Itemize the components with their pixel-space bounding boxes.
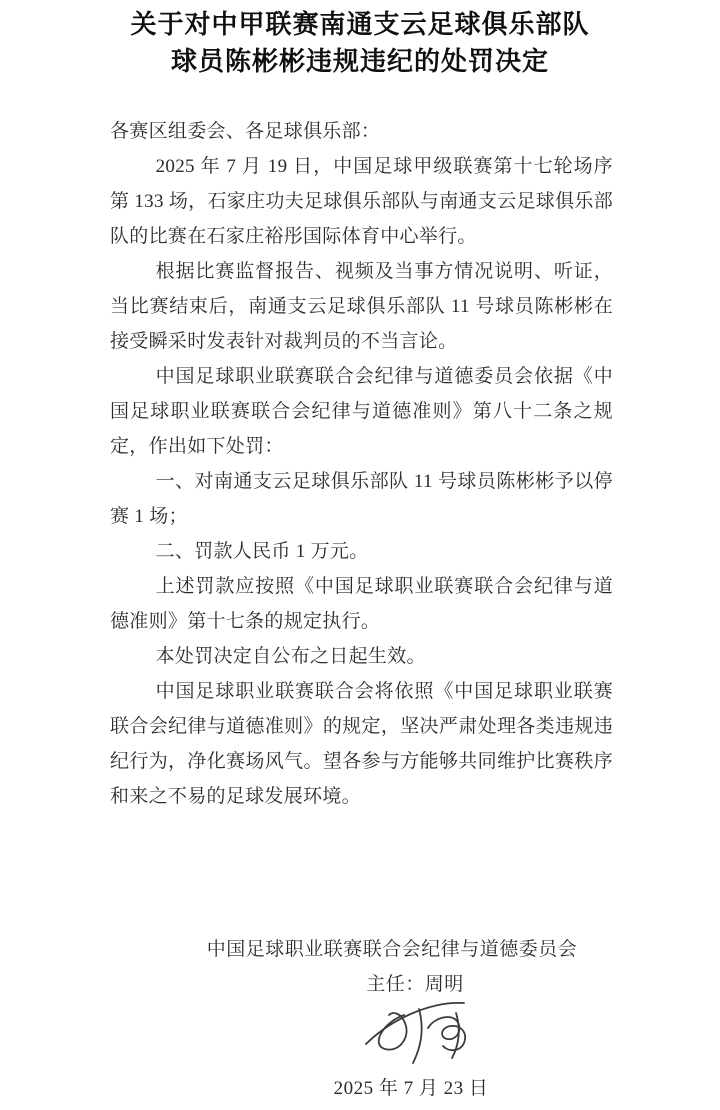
handwritten-signature bbox=[360, 994, 480, 1066]
paragraph-fine-execution: 上述罚款应按照《中国足球职业联赛联合会纪律与道德准则》第十七条的规定执行。 bbox=[110, 576, 613, 632]
paragraph-basis: 中国足球职业联赛联合会纪律与道德委员会依据《中国足球职业联赛联合会纪律与道德准则》第八十二条之规定，作出如下处罚： bbox=[110, 366, 613, 457]
issue-date: 2025 年 7 月 23 日 bbox=[333, 1078, 489, 1099]
paragraph-match-info: 2025 年 7 月 19 日，中国足球甲级联赛第十七轮场序第 133 场，石家庄功夫足球俱乐部队与南通支云足球俱乐部队的比赛在石家庄裕彤国际体育中心举行。 bbox=[110, 156, 613, 247]
document-title bbox=[0, 6, 720, 80]
paragraph-statement: 中国足球职业联赛联合会将依照《中国足球职业联赛联合会纪律与道德准则》的规定，坚决严肃处理各类违规违纪行为，净化赛场风气。望各参与方能够共同维护比赛秩序和来之不易的足球发展环境。 bbox=[110, 681, 613, 807]
title-line-1: 关于对中甲联赛南通支云足球俱乐部队 bbox=[130, 10, 590, 39]
paragraph-penalty-2: 二、罚款人民币 1 万元。 bbox=[155, 541, 369, 562]
document-body bbox=[110, 114, 613, 814]
salutation: 各赛区组委会、各足球俱乐部： bbox=[110, 121, 381, 142]
signer-line: 主任：周明 bbox=[366, 974, 464, 995]
paragraph-penalty-1: 一、对南通支云足球俱乐部队 11 号球员陈彬彬予以停赛 1 场； bbox=[110, 471, 613, 527]
paragraph-incident: 根据比赛监督报告、视频及当事方情况说明、听证，当比赛结束后，南通支云足球俱乐部队 11 号球员陈彬彬在接受瞬采时发表针对裁判员的不当言论。 bbox=[110, 261, 613, 352]
paragraph-effective-date: 本处罚决定自公布之日起生效。 bbox=[155, 646, 426, 667]
issuing-organization: 中国足球职业联赛联合会纪律与道德委员会 bbox=[206, 939, 578, 960]
title-line-2: 球员陈彬彬违规违纪的处罚决定 bbox=[170, 47, 549, 76]
